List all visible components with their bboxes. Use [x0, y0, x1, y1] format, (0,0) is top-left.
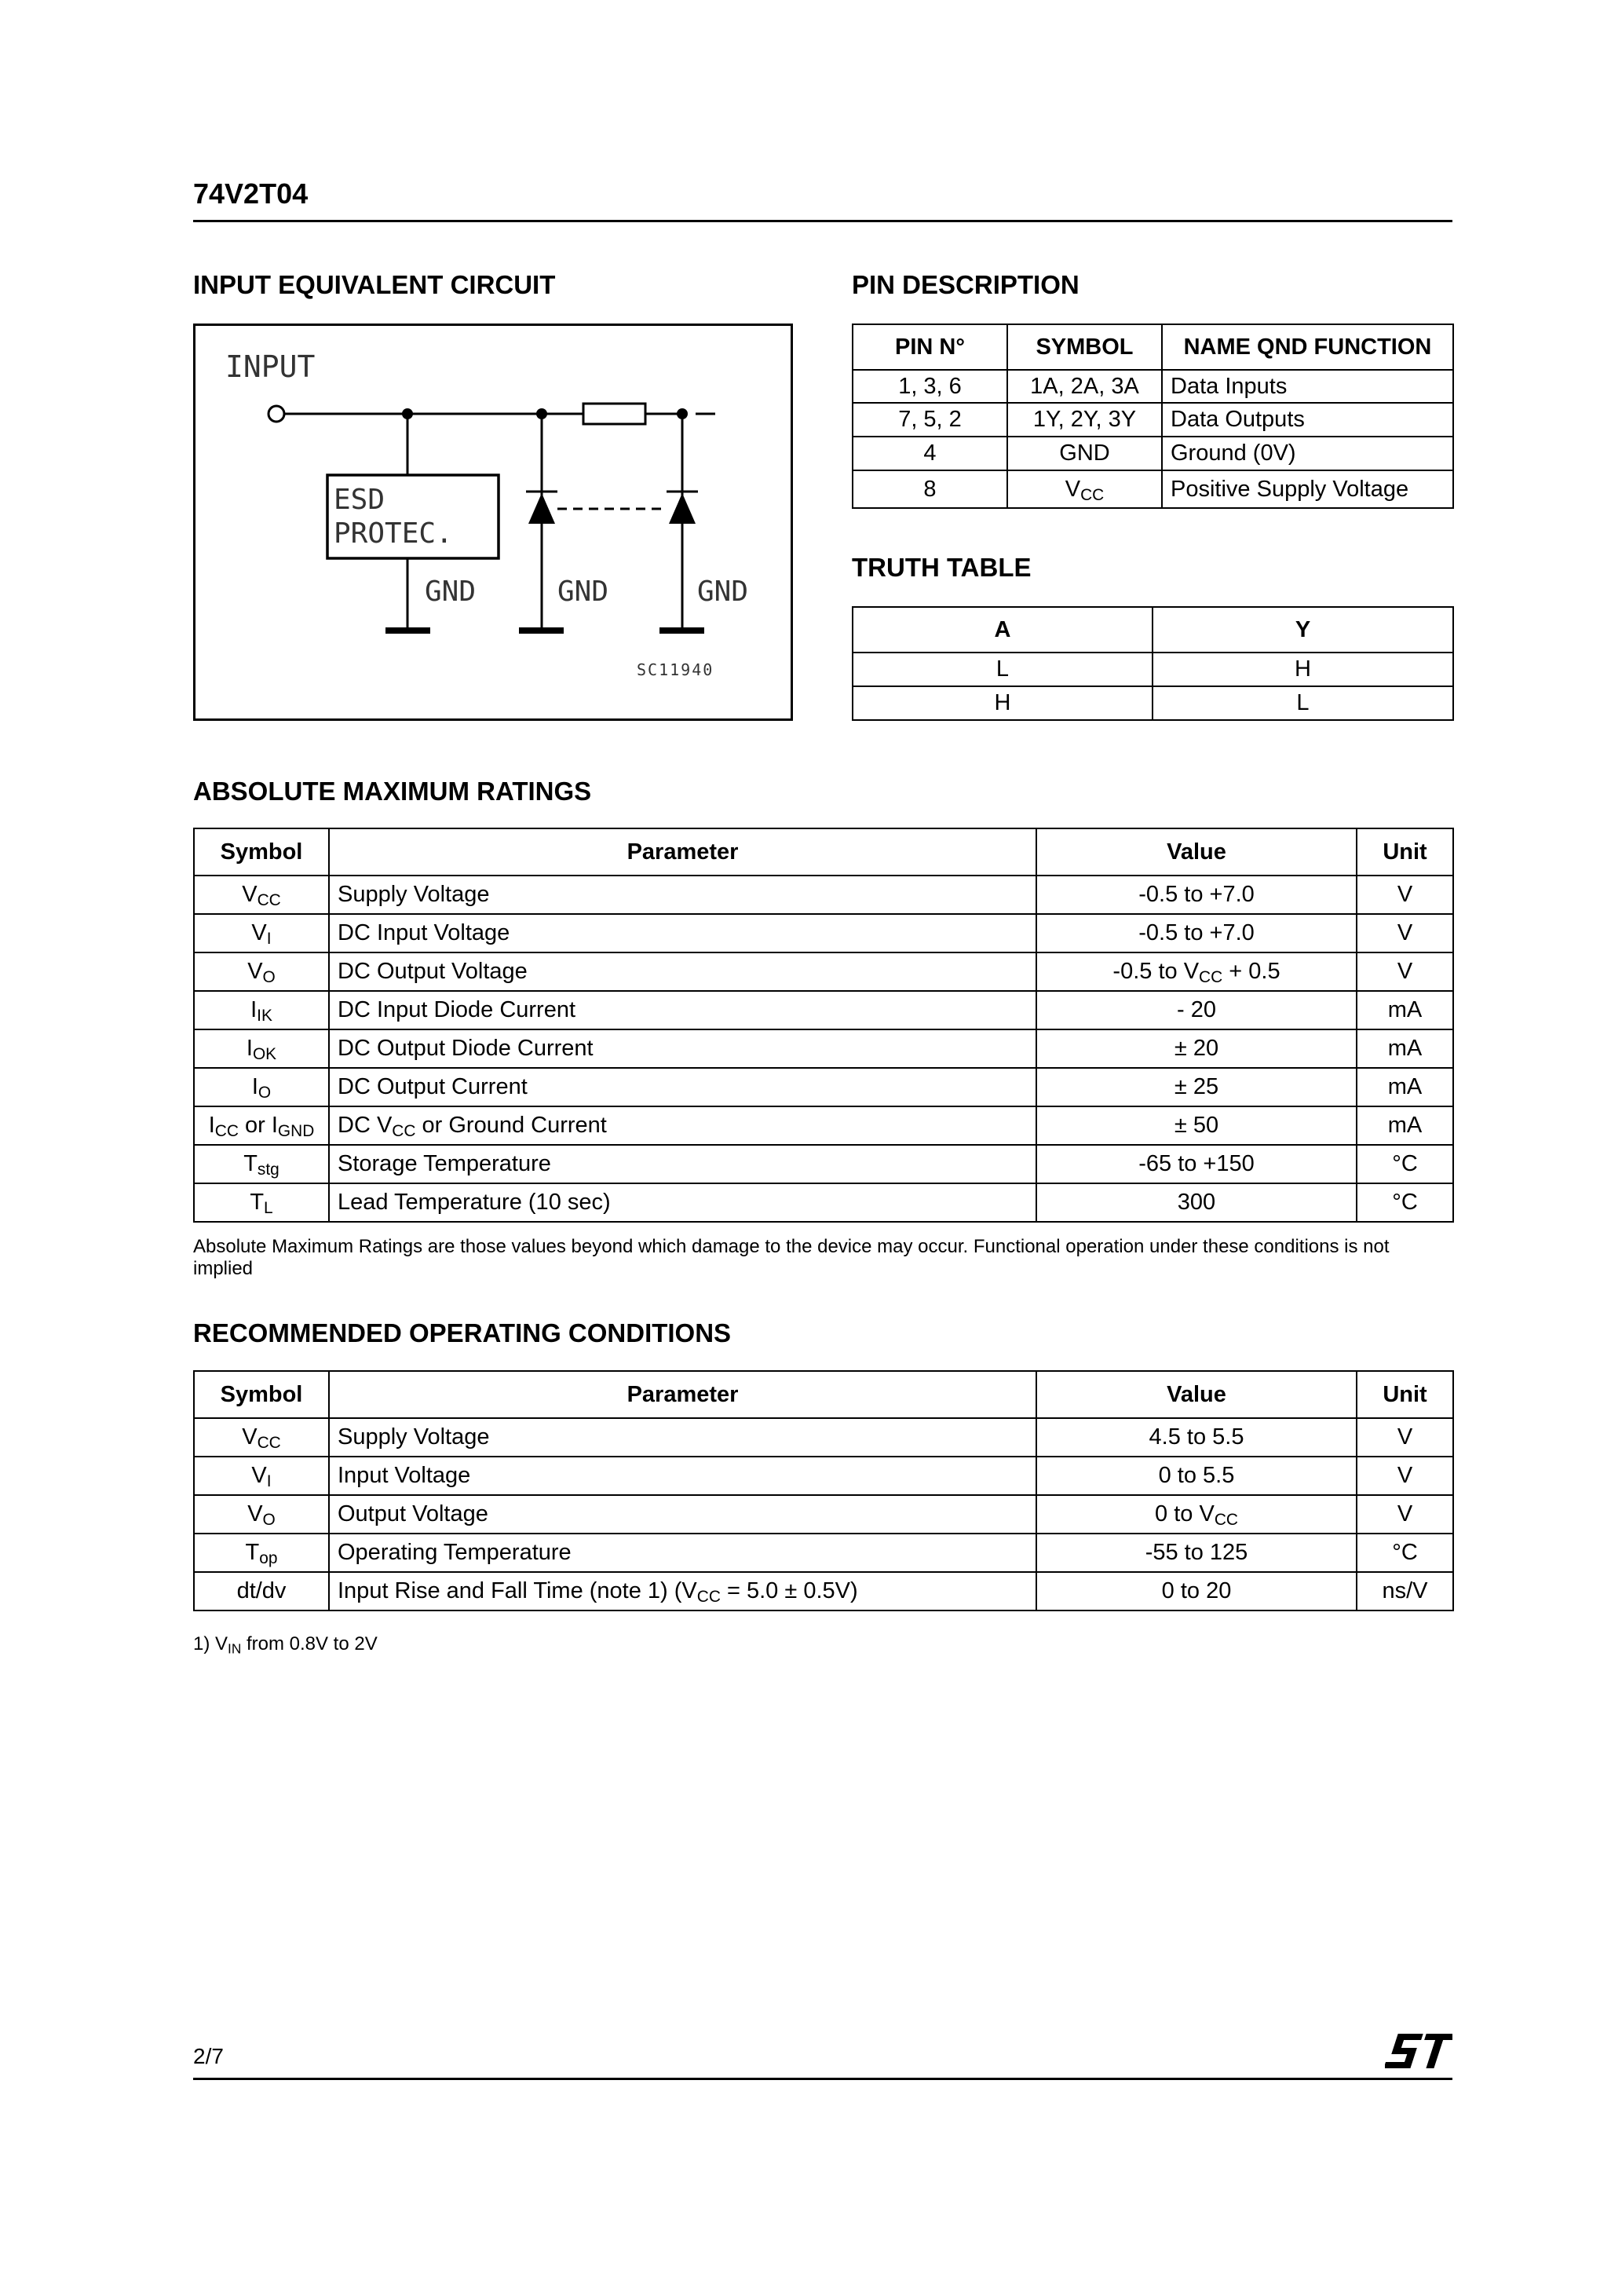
pin-number: 1, 3, 6: [853, 370, 1007, 403]
value-cell: - 20: [1036, 991, 1357, 1029]
table-row: [194, 1106, 1453, 1145]
input-terminal: [269, 406, 284, 422]
symbol-cell: $T_{op}$: [194, 1534, 329, 1572]
symbol-cell: $T_L$: [194, 1183, 329, 1222]
value-cell: 4.5 to 5.5: [1036, 1418, 1357, 1457]
table-row: [194, 1029, 1453, 1068]
symbol-cell: $I_{OK}$: [194, 1029, 329, 1068]
pin-symbol: 1Y, 2Y, 3Y: [1007, 403, 1162, 437]
table-row: [194, 1145, 1453, 1183]
circuit-diagram: [193, 324, 793, 721]
parameter-cell: DC Output Voltage: [329, 952, 1036, 991]
symbol-cell: $V_O$: [194, 1495, 329, 1534]
symbol-cell: $T_{stg}$: [194, 1145, 329, 1183]
unit-cell: mA: [1357, 1106, 1453, 1145]
value-cell: -55 to 125: [1036, 1534, 1357, 1572]
pin-header-function: NAME QND FUNCTION: [1162, 324, 1453, 370]
unit-cell: V: [1357, 1495, 1453, 1534]
table-row: [194, 1457, 1453, 1495]
pin-function: Ground (0V): [1162, 437, 1453, 470]
ground-bar-3: [659, 627, 704, 634]
table-row: [194, 1183, 1453, 1222]
abs-max-title: ABSOLUTE MAXIMUM RATINGS: [193, 777, 592, 806]
abs-max-table: [193, 828, 1454, 1223]
table-row: [194, 1534, 1453, 1572]
header-rule: [193, 220, 1452, 222]
pin-function: Data Outputs: [1162, 403, 1453, 437]
input-label: INPUT: [225, 349, 316, 384]
symbol-cell: $V_{CC}$: [194, 1418, 329, 1457]
parameter-cell: Input Rise and Fall Time (note 1) $(V_{CC} = 5.0 \pm 0.5V)$: [329, 1572, 1036, 1610]
rec-op-header-row: [194, 1371, 1453, 1418]
header-parameter: Parameter: [329, 828, 1036, 876]
circuit-schematic: [195, 326, 791, 718]
pin-description-title: PIN DESCRIPTION: [852, 270, 1080, 299]
parameter-cell: DC Input Diode Current: [329, 991, 1036, 1029]
value-cell: -0.5 to $V_{CC} + 0.5$: [1036, 952, 1357, 991]
diode-2-symbol: [669, 493, 696, 524]
junction-2: [536, 408, 547, 419]
parameter-cell: DC $V_{CC}$ or Ground Current: [329, 1106, 1036, 1145]
document-part-number: 74V2T04: [193, 177, 309, 210]
header-symbol: Symbol: [194, 1371, 329, 1418]
header-parameter: Parameter: [329, 1371, 1036, 1418]
truth-cell-y: H: [1153, 653, 1453, 686]
table-row: [194, 952, 1453, 991]
table-row: [853, 370, 1453, 403]
unit-cell: mA: [1357, 991, 1453, 1029]
pin-header-symbol: SYMBOL: [1007, 324, 1162, 370]
value-cell: -65 to +150: [1036, 1145, 1357, 1183]
symbol-cell: dt/dv: [194, 1572, 329, 1610]
junction-3: [677, 408, 688, 419]
diode-1-symbol: [528, 493, 555, 524]
footer-rule: [193, 2078, 1452, 2080]
truth-table-title: TRUTH TABLE: [852, 553, 1032, 582]
table-row: [194, 1068, 1453, 1106]
esd-label-line1: ESD: [334, 484, 385, 516]
parameter-cell: Supply Voltage: [329, 876, 1036, 914]
junction-1: [402, 408, 413, 419]
symbol-cell: $I_{IK}$: [194, 991, 329, 1029]
symbol-cell: $V_I$: [194, 914, 329, 952]
value-cell: -0.5 to +7.0: [1036, 876, 1357, 914]
pin-symbol: GND: [1007, 437, 1162, 470]
unit-cell: °C: [1357, 1534, 1453, 1572]
header-symbol: Symbol: [194, 828, 329, 876]
truth-cell-a: H: [853, 686, 1153, 720]
parameter-cell: Storage Temperature: [329, 1145, 1036, 1183]
truth-header-row: [853, 607, 1453, 653]
page-number: 2/7: [193, 2044, 224, 2068]
unit-cell: °C: [1357, 1183, 1453, 1222]
unit-cell: V: [1357, 1457, 1453, 1495]
symbol-cell: $V_{CC}$: [194, 876, 329, 914]
table-row: [853, 403, 1453, 437]
parameter-cell: Operating Temperature: [329, 1534, 1036, 1572]
value-cell: 0 to 20: [1036, 1572, 1357, 1610]
parameter-cell: DC Output Diode Current: [329, 1029, 1036, 1068]
gnd-label-2: GND: [557, 576, 609, 608]
header-unit: Unit: [1357, 828, 1453, 876]
pin-number: 7, 5, 2: [853, 403, 1007, 437]
table-row: [194, 1495, 1453, 1534]
parameter-cell: DC Output Current: [329, 1068, 1036, 1106]
truth-header-y: Y: [1153, 607, 1453, 653]
pin-number: 4: [853, 437, 1007, 470]
value-cell: ± 50: [1036, 1106, 1357, 1145]
value-cell: -0.5 to +7.0: [1036, 914, 1357, 952]
abs-max-header-row: [194, 828, 1453, 876]
rec-op-title: RECOMMENDED OPERATING CONDITIONS: [193, 1318, 732, 1347]
table-row: [194, 1572, 1453, 1610]
table-row: [194, 914, 1453, 952]
unit-cell: mA: [1357, 1068, 1453, 1106]
unit-cell: mA: [1357, 1029, 1453, 1068]
pin-function: Data Inputs: [1162, 370, 1453, 403]
gnd-label-1: GND: [425, 576, 477, 608]
ground-bar-2: [519, 627, 564, 634]
gnd-label-3: GND: [697, 576, 749, 608]
header-unit: Unit: [1357, 1371, 1453, 1418]
series-resistor: [583, 404, 645, 424]
table-row: [853, 653, 1453, 686]
circuit-section-title: INPUT EQUIVALENT CIRCUIT: [193, 270, 556, 299]
value-cell: ± 25: [1036, 1068, 1357, 1106]
table-row: [853, 686, 1453, 720]
pin-header-pin: PIN N°: [853, 324, 1007, 370]
pin-description-table: [852, 324, 1454, 509]
pin-table-header-row: [853, 324, 1453, 370]
value-cell: 0 to 5.5: [1036, 1457, 1357, 1495]
unit-cell: V: [1357, 914, 1453, 952]
pin-function: Positive Supply Voltage: [1162, 470, 1453, 508]
header-value: Value: [1036, 1371, 1357, 1418]
unit-cell: V: [1357, 876, 1453, 914]
parameter-cell: Supply Voltage: [329, 1418, 1036, 1457]
symbol-cell: $I_{CC}$ or $I_{GND}$: [194, 1106, 329, 1145]
value-cell: 0 to $V_{CC}$: [1036, 1495, 1357, 1534]
unit-cell: V: [1357, 1418, 1453, 1457]
parameter-cell: Lead Temperature (10 sec): [329, 1183, 1036, 1222]
ground-bar-1: [385, 627, 430, 634]
value-cell: 300: [1036, 1183, 1357, 1222]
st-logo: [1385, 2031, 1452, 2075]
unit-cell: V: [1357, 952, 1453, 991]
esd-label-line2: PROTEC.: [334, 517, 453, 550]
header-value: Value: [1036, 828, 1357, 876]
parameter-cell: Output Voltage: [329, 1495, 1036, 1534]
abs-max-note: Absolute Maximum Ratings are those values beyond which damage to the device may occur. Functional operation under these conditions is not implied: [193, 1236, 1390, 1279]
parameter-cell: Input Voltage: [329, 1457, 1036, 1495]
table-row: [194, 1418, 1453, 1457]
truth-cell-y: L: [1153, 686, 1453, 720]
symbol-cell: $I_O$: [194, 1068, 329, 1106]
table-row: [853, 437, 1453, 470]
pin-number: 8: [853, 470, 1007, 508]
table-row: [194, 991, 1453, 1029]
unit-cell: °C: [1357, 1145, 1453, 1183]
rec-op-table: [193, 1370, 1454, 1611]
value-cell: ± 20: [1036, 1029, 1357, 1068]
circuit-code: SC11940: [637, 660, 714, 679]
table-row: [853, 470, 1453, 508]
pin-symbol: $V_{CC}$: [1007, 470, 1162, 508]
table-row: [194, 876, 1453, 914]
unit-cell: ns/V: [1357, 1572, 1453, 1610]
truth-cell-a: L: [853, 653, 1153, 686]
st-logo-icon: [1385, 2031, 1452, 2071]
truth-table: [852, 606, 1454, 721]
rec-op-footnote: 1) $V_{IN}$ from 0.8V to 2V: [193, 1633, 378, 1657]
symbol-cell: $V_I$: [194, 1457, 329, 1495]
parameter-cell: DC Input Voltage: [329, 914, 1036, 952]
truth-header-a: A: [853, 607, 1153, 653]
pin-symbol: 1A, 2A, 3A: [1007, 370, 1162, 403]
symbol-cell: $V_O$: [194, 952, 329, 991]
